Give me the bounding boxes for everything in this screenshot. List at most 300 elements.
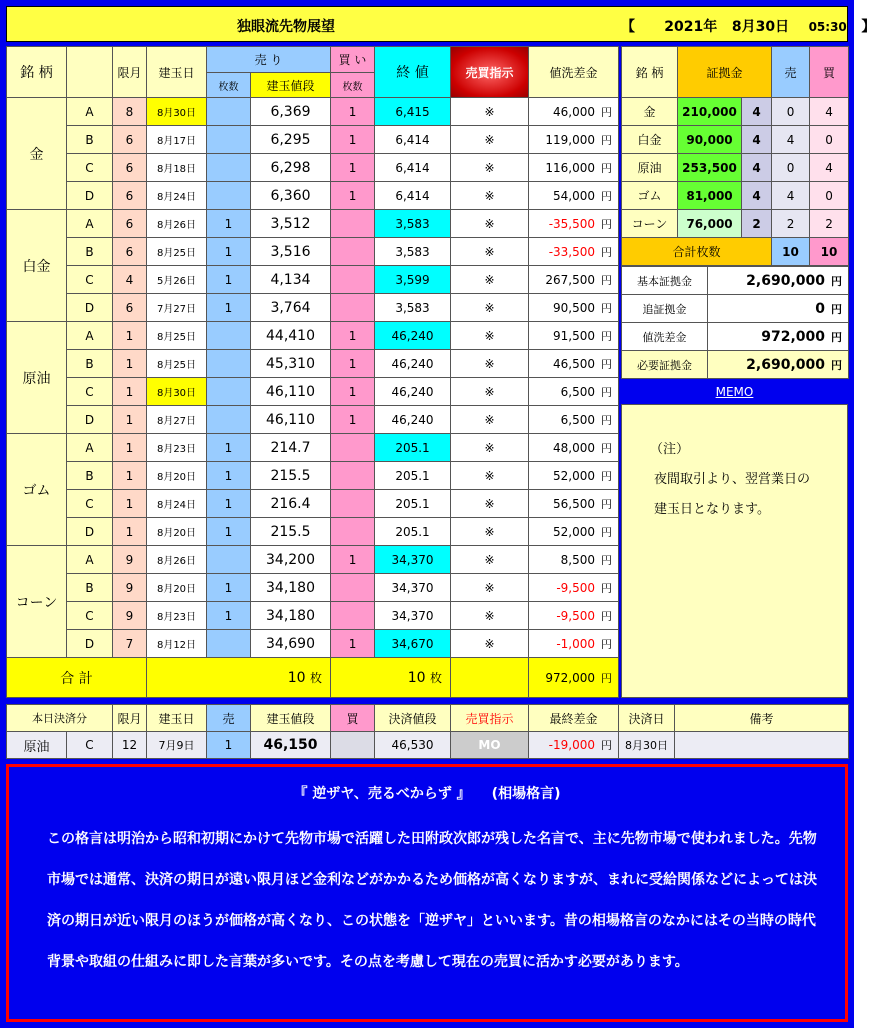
- total-blank: [451, 658, 529, 698]
- memo-link[interactable]: MEMO: [715, 385, 754, 399]
- order-instruction[interactable]: ※: [451, 630, 529, 658]
- close-price: 34,370: [375, 574, 451, 602]
- margin-count: 4: [742, 182, 772, 210]
- open-price: 6,360: [251, 182, 331, 210]
- mark-to-market-value: 267,500: [545, 272, 596, 287]
- close-price: 3,583: [375, 210, 451, 238]
- summary-value-value: 972,000: [761, 328, 825, 345]
- close-price: 34,670: [375, 630, 451, 658]
- mark-to-market-unit: 円: [601, 133, 613, 147]
- buy-qty: 1: [331, 322, 375, 350]
- buy-qty: 1: [331, 154, 375, 182]
- order-instruction[interactable]: ※: [451, 546, 529, 574]
- buy-qty: [331, 462, 375, 490]
- table-row: [7, 210, 619, 238]
- mark-to-market-unit: 円: [601, 105, 613, 119]
- sell-qty: 1: [207, 602, 251, 630]
- margin-summary-table: [621, 266, 849, 379]
- row-code: B: [67, 126, 113, 154]
- sell-qty: [207, 182, 251, 210]
- settle-final-diff-value: -19,000: [548, 738, 595, 752]
- row-code: A: [67, 434, 113, 462]
- close-price: 6,414: [375, 182, 451, 210]
- mark-to-market: [529, 462, 619, 490]
- mark-to-market: [529, 126, 619, 154]
- order-instruction[interactable]: ※: [451, 322, 529, 350]
- order-instruction[interactable]: ※: [451, 490, 529, 518]
- sell-qty: [207, 546, 251, 574]
- buy-qty: [331, 238, 375, 266]
- limit-month: 9: [113, 574, 147, 602]
- settle-col-settle-price: 決済値段: [375, 705, 451, 732]
- close-price: 6,414: [375, 154, 451, 182]
- total-sell-unit: 枚: [310, 671, 323, 685]
- settle-sell: 1: [207, 732, 251, 759]
- settle-col-open-date: 建玉日: [147, 705, 207, 732]
- order-instruction[interactable]: ※: [451, 126, 529, 154]
- limit-month: 1: [113, 322, 147, 350]
- settle-col-buy: 買: [331, 705, 375, 732]
- mark-to-market: [529, 518, 619, 546]
- settle-price: 46,150: [251, 732, 331, 759]
- table-row: [622, 210, 849, 238]
- buy-qty: [331, 210, 375, 238]
- open-price: 6,369: [251, 98, 331, 126]
- order-instruction[interactable]: ※: [451, 98, 529, 126]
- sell-qty: 1: [207, 294, 251, 322]
- total-diff: [529, 658, 619, 698]
- memo-box: [621, 404, 848, 698]
- summary-value-unit: 円: [831, 330, 842, 344]
- mark-to-market: [529, 350, 619, 378]
- summary-value-unit: 円: [831, 302, 842, 316]
- total-sell-qty: 10: [287, 670, 306, 686]
- table-row: [622, 154, 849, 182]
- brand-name: 白金: [7, 210, 67, 322]
- margin-count: 4: [742, 98, 772, 126]
- table-row: [7, 490, 619, 518]
- mark-to-market-unit: 円: [601, 189, 613, 203]
- open-price: 216.4: [251, 490, 331, 518]
- table-row: [622, 98, 849, 126]
- mark-to-market-value: 52,000: [553, 468, 596, 483]
- col-buy-qty: 枚数: [331, 73, 375, 98]
- table-row: [7, 462, 619, 490]
- close-price: 205.1: [375, 490, 451, 518]
- total-count-buy: 10: [810, 238, 849, 266]
- sell-qty: [207, 98, 251, 126]
- mark-to-market: [529, 238, 619, 266]
- summary-value-value: 2,690,000: [746, 356, 825, 373]
- mark-to-market-unit: 円: [601, 441, 613, 455]
- col-brand: 銘 柄: [7, 47, 67, 98]
- mark-to-market: [529, 266, 619, 294]
- row-code: A: [67, 98, 113, 126]
- limit-month: 1: [113, 350, 147, 378]
- row-code: C: [67, 378, 113, 406]
- mark-to-market: [529, 154, 619, 182]
- buy-qty: [331, 434, 375, 462]
- limit-month: 1: [113, 434, 147, 462]
- limit-month: 1: [113, 462, 147, 490]
- mark-to-market-value: 52,000: [553, 524, 596, 539]
- total-count-sell: 10: [772, 238, 810, 266]
- sell-qty: 1: [207, 434, 251, 462]
- time: 05:30: [808, 20, 847, 34]
- brand-name: 金: [7, 98, 67, 210]
- open-date: 5月26日: [147, 266, 207, 294]
- mark-to-market-unit: 円: [601, 385, 613, 399]
- close-price: 205.1: [375, 462, 451, 490]
- buy-qty: [331, 266, 375, 294]
- mark-to-market-value: -35,500: [548, 216, 596, 231]
- mark-to-market-unit: 円: [601, 553, 613, 567]
- mark-to-market-unit: 円: [601, 245, 613, 259]
- mark-to-market: [529, 210, 619, 238]
- proverb-body: この格言は明治から昭和初期にかけて先物市場で活躍した田附政次郎が残した名言で、主に先物市場で使われました。先物市場では通常、決済の期日が遠い限月ほど金利などがかかるため価格が高くなりますが、まれに受給関係などによっては決済の期日が近い限月のほうが価格が高くなり、この状態を「逆ザヤ」といいます。昔の相場格言のなかにはその当時の時代背景や取組の仕組みに即した言葉が多いです。その点を考慮して現在の売買に活かす必要があります。: [47, 831, 817, 970]
- table-row: [622, 126, 849, 154]
- open-price: 3,516: [251, 238, 331, 266]
- summary-value-value: 0: [815, 300, 825, 317]
- buy-qty: [331, 490, 375, 518]
- sell-qty: 1: [207, 238, 251, 266]
- order-instruction[interactable]: ※: [451, 434, 529, 462]
- buy-qty: [331, 518, 375, 546]
- summary-label: 必要証拠金: [622, 351, 708, 379]
- table-row: [7, 732, 849, 759]
- open-date: 8月20日: [147, 462, 207, 490]
- col-diff: 値洗差金: [529, 47, 619, 98]
- mark-to-market-unit: 円: [601, 357, 613, 371]
- table-row: [7, 294, 619, 322]
- row-code: B: [67, 462, 113, 490]
- summary-value-unit: 円: [831, 274, 842, 288]
- mark-to-market-unit: 円: [601, 413, 613, 427]
- open-price: 6,298: [251, 154, 331, 182]
- sell-qty: 1: [207, 462, 251, 490]
- settle-order[interactable]: MO: [451, 732, 529, 759]
- order-instruction[interactable]: ※: [451, 462, 529, 490]
- open-date: 8月26日: [147, 546, 207, 574]
- row-code: C: [67, 602, 113, 630]
- mark-to-market-value: 116,000: [545, 160, 596, 175]
- sell-qty: [207, 154, 251, 182]
- settle-brand: 原油: [7, 732, 67, 759]
- table-row: [7, 546, 619, 574]
- order-instruction[interactable]: ※: [451, 294, 529, 322]
- mark-to-market: [529, 182, 619, 210]
- open-date: 8月18日: [147, 154, 207, 182]
- mark-to-market-unit: 円: [601, 301, 613, 315]
- open-price: 6,295: [251, 126, 331, 154]
- open-price: 34,180: [251, 574, 331, 602]
- col-code-blank: [67, 47, 113, 98]
- table-row: [7, 518, 619, 546]
- sell-qty: [207, 126, 251, 154]
- mark-to-market: [529, 574, 619, 602]
- table-row: [7, 322, 619, 350]
- close-price: 34,370: [375, 602, 451, 630]
- settle-final-diff-unit: 円: [601, 739, 612, 752]
- settle-open-date: 7月9日: [147, 732, 207, 759]
- close-price: 46,240: [375, 350, 451, 378]
- open-date: 8月17日: [147, 126, 207, 154]
- margin-buy: 2: [810, 210, 849, 238]
- mark-to-market-value: 48,000: [553, 440, 596, 455]
- mark-to-market-value: 56,500: [553, 496, 596, 511]
- total-diff-value: 972,000: [545, 670, 596, 685]
- col-sell: 売 り: [207, 47, 331, 73]
- total-buy-unit: 枚: [430, 671, 443, 685]
- row-code: B: [67, 238, 113, 266]
- summary-value: [708, 323, 849, 351]
- order-instruction[interactable]: ※: [451, 182, 529, 210]
- table-row: [7, 602, 619, 630]
- limit-month: 4: [113, 266, 147, 294]
- mark-to-market-value: 46,500: [553, 356, 596, 371]
- open-price: 46,110: [251, 378, 331, 406]
- sell-qty: [207, 350, 251, 378]
- limit-month: 1: [113, 406, 147, 434]
- margin-col-buy: 買: [810, 47, 849, 98]
- mark-to-market-unit: 円: [601, 161, 613, 175]
- settle-final-diff: [529, 732, 619, 759]
- open-date: 8月25日: [147, 322, 207, 350]
- margin-amount: 81,000: [678, 182, 742, 210]
- col-close: 終 値: [375, 47, 451, 98]
- margin-buy: 4: [810, 154, 849, 182]
- order-instruction[interactable]: ※: [451, 518, 529, 546]
- margin-buy: 0: [810, 182, 849, 210]
- date: 8月30日: [731, 19, 790, 35]
- margin-sell: 2: [772, 210, 810, 238]
- open-price: 3,512: [251, 210, 331, 238]
- positions-table: [6, 46, 619, 698]
- summary-value-unit: 円: [831, 358, 842, 372]
- close-price: 46,240: [375, 378, 451, 406]
- settle-code: C: [67, 732, 113, 759]
- close-price: 205.1: [375, 518, 451, 546]
- mark-to-market-unit: 円: [601, 581, 613, 595]
- mark-to-market-unit: 円: [601, 469, 613, 483]
- total-buy: [331, 658, 451, 698]
- mark-to-market-unit: 円: [601, 637, 613, 651]
- margin-sell: 4: [772, 182, 810, 210]
- order-instruction[interactable]: ※: [451, 266, 529, 294]
- order-instruction[interactable]: ※: [451, 350, 529, 378]
- open-date: 8月20日: [147, 574, 207, 602]
- settle-col-remarks: 備考: [675, 705, 849, 732]
- open-date: 8月30日: [147, 378, 207, 406]
- table-row: [7, 378, 619, 406]
- sell-qty: 1: [207, 266, 251, 294]
- settle-col-order: 売買指示: [451, 705, 529, 732]
- close-price: 46,240: [375, 322, 451, 350]
- settle-limit: 12: [113, 732, 147, 759]
- total-sell: [147, 658, 331, 698]
- bracket-close: 】: [861, 19, 875, 35]
- margin-brand: ゴム: [622, 182, 678, 210]
- mark-to-market: [529, 378, 619, 406]
- open-date: 8月30日: [147, 98, 207, 126]
- margin-brand: コーン: [622, 210, 678, 238]
- proverb-title: 『 逆ザヤ、売るべからず 』 (相場格言): [293, 786, 561, 802]
- margin-col-margin: 証拠金: [678, 47, 772, 98]
- open-date: 8月12日: [147, 630, 207, 658]
- memo-note-label: （注）: [650, 442, 690, 457]
- table-row: [622, 182, 849, 210]
- margin-count: 4: [742, 126, 772, 154]
- limit-month: 6: [113, 238, 147, 266]
- margin-amount: 90,000: [678, 126, 742, 154]
- open-price: 44,410: [251, 322, 331, 350]
- settle-col-label: 本日決済分: [7, 705, 113, 732]
- limit-month: 1: [113, 518, 147, 546]
- table-row: [7, 406, 619, 434]
- open-date: 8月20日: [147, 518, 207, 546]
- order-instruction[interactable]: ※: [451, 406, 529, 434]
- mark-to-market-value: 54,000: [553, 188, 596, 203]
- col-limit: 限月: [113, 47, 147, 98]
- close-price: 3,583: [375, 238, 451, 266]
- summary-value: [708, 351, 849, 379]
- close-price: 3,583: [375, 294, 451, 322]
- col-order: 売買指示: [451, 47, 529, 98]
- buy-qty: 1: [331, 350, 375, 378]
- row-code: D: [67, 630, 113, 658]
- sell-qty: 1: [207, 574, 251, 602]
- mark-to-market: [529, 602, 619, 630]
- mark-to-market-unit: 円: [601, 217, 613, 231]
- mark-to-market-unit: 円: [601, 273, 613, 287]
- row-code: C: [67, 490, 113, 518]
- margin-table: [621, 46, 849, 266]
- sell-qty: [207, 630, 251, 658]
- order-instruction[interactable]: ※: [451, 602, 529, 630]
- buy-qty: 1: [331, 182, 375, 210]
- table-row: [7, 574, 619, 602]
- open-date: 8月26日: [147, 210, 207, 238]
- table-row: [7, 630, 619, 658]
- total-count-label: 合計枚数: [622, 238, 772, 266]
- order-instruction[interactable]: ※: [451, 154, 529, 182]
- row-code: D: [67, 406, 113, 434]
- col-sell-qty: 枚数: [207, 73, 251, 98]
- close-price: 46,240: [375, 406, 451, 434]
- table-row: [622, 267, 849, 295]
- row-code: D: [67, 182, 113, 210]
- order-instruction[interactable]: ※: [451, 210, 529, 238]
- table-row: [7, 126, 619, 154]
- table-row: [7, 182, 619, 210]
- settle-col-price: 建玉値段: [251, 705, 331, 732]
- mark-to-market-unit: 円: [601, 609, 613, 623]
- mark-to-market: [529, 434, 619, 462]
- mark-to-market-value: 46,000: [553, 104, 596, 119]
- date-display: [621, 16, 875, 36]
- memo-title[interactable]: [621, 381, 848, 403]
- mark-to-market-unit: 円: [601, 329, 613, 343]
- mark-to-market: [529, 98, 619, 126]
- row-code: D: [67, 294, 113, 322]
- row-code: B: [67, 574, 113, 602]
- mark-to-market-value: 8,500: [560, 552, 596, 567]
- settle-settle-price: 46,530: [375, 732, 451, 759]
- brand-name: 原油: [7, 322, 67, 434]
- table-row: [7, 154, 619, 182]
- buy-qty: 1: [331, 378, 375, 406]
- sell-qty: 1: [207, 490, 251, 518]
- mark-to-market-value: -9,500: [556, 580, 596, 595]
- mark-to-market-value: -9,500: [556, 608, 596, 623]
- row-code: B: [67, 350, 113, 378]
- mark-to-market-value: 91,500: [553, 328, 596, 343]
- summary-label: 基本証拠金: [622, 267, 708, 295]
- table-row: [7, 350, 619, 378]
- row-code: A: [67, 322, 113, 350]
- col-buy: 買 い: [331, 47, 375, 73]
- order-instruction[interactable]: ※: [451, 238, 529, 266]
- table-row: [622, 351, 849, 379]
- mark-to-market: [529, 546, 619, 574]
- table-row: [622, 323, 849, 351]
- mark-to-market-value: -1,000: [556, 636, 596, 651]
- mark-to-market: [529, 294, 619, 322]
- brand-name: ゴム: [7, 434, 67, 546]
- open-price: 4,134: [251, 266, 331, 294]
- brand-name: コーン: [7, 546, 67, 658]
- sell-qty: [207, 322, 251, 350]
- open-date: 7月27日: [147, 294, 207, 322]
- margin-amount: 76,000: [678, 210, 742, 238]
- row-code: D: [67, 518, 113, 546]
- mark-to-market-value: 90,500: [553, 300, 596, 315]
- mark-to-market-value: 6,500: [560, 384, 596, 399]
- limit-month: 8: [113, 98, 147, 126]
- margin-count: 4: [742, 154, 772, 182]
- open-date: 8月23日: [147, 434, 207, 462]
- mark-to-market: [529, 630, 619, 658]
- open-price: 45,310: [251, 350, 331, 378]
- open-price: 34,690: [251, 630, 331, 658]
- open-date: 8月24日: [147, 182, 207, 210]
- row-code: A: [67, 546, 113, 574]
- order-instruction[interactable]: ※: [451, 574, 529, 602]
- close-price: 6,415: [375, 98, 451, 126]
- open-date: 8月25日: [147, 238, 207, 266]
- settlement-table: [6, 704, 849, 759]
- settle-remarks: [675, 732, 849, 759]
- mark-to-market-value: 6,500: [560, 412, 596, 427]
- year: 2021年: [664, 19, 718, 35]
- limit-month: 1: [113, 490, 147, 518]
- sell-qty: 1: [207, 210, 251, 238]
- mark-to-market: [529, 490, 619, 518]
- open-price: 34,180: [251, 602, 331, 630]
- margin-col-sell: 売: [772, 47, 810, 98]
- order-instruction[interactable]: ※: [451, 378, 529, 406]
- limit-month: 6: [113, 294, 147, 322]
- summary-label: 追証拠金: [622, 295, 708, 323]
- close-price: 205.1: [375, 434, 451, 462]
- summary-label: 値洗差金: [622, 323, 708, 351]
- table-row: [7, 434, 619, 462]
- buy-qty: 1: [331, 406, 375, 434]
- total-label: 合 計: [7, 658, 147, 698]
- table-row: [622, 295, 849, 323]
- limit-month: 7: [113, 630, 147, 658]
- open-date: 8月23日: [147, 602, 207, 630]
